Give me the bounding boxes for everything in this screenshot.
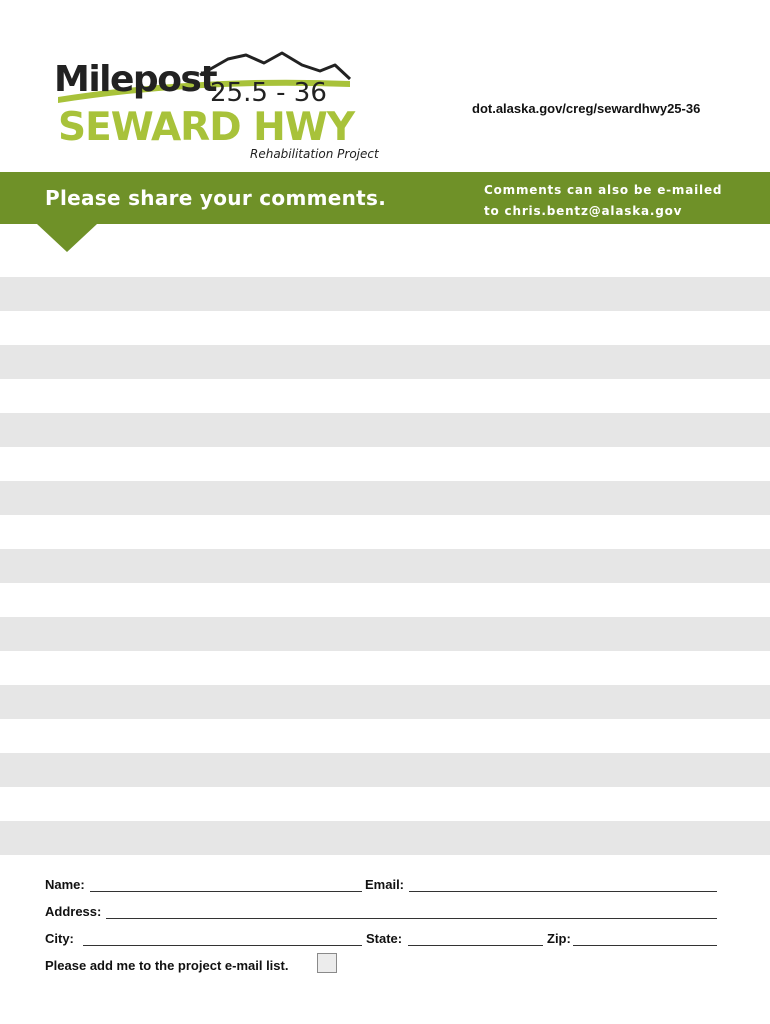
project-url: dot.alaska.gov/creg/sewardhwy25-36 [472,101,701,116]
name-email-row [45,873,725,895]
zip-field[interactable] [573,929,717,946]
banner-pointer-arrow [37,224,97,252]
comment-line-stripe [0,617,770,651]
comment-line-stripe [0,549,770,583]
mailing-list-checkbox[interactable] [317,953,337,973]
comment-line-stripe [0,753,770,787]
banner-title: Please share your comments. [45,186,387,210]
state-label: State: [366,931,403,946]
logo-seward-hwy-text: SEWARD HWY [58,105,355,150]
banner-note-line-1: Comments can also be e-mailed [484,183,723,197]
name-field[interactable] [90,875,362,892]
logo-milepost-numbers: 25.5 - 36 [210,78,327,108]
email-label: Email: [365,877,405,892]
name-label: Name: [45,877,85,892]
comment-writing-area[interactable] [0,277,770,889]
logo-rehabilitation-text: Rehabilitation Project [250,147,379,161]
city-label: City: [45,931,74,946]
city-state-zip-row [45,927,725,949]
mailing-list-row [45,954,725,976]
state-field[interactable] [408,929,543,946]
banner-email-note [484,180,724,222]
mailing-list-label: Please add me to the project e-mail list. [45,958,289,973]
comment-line-stripe [0,345,770,379]
comment-line-stripe [0,277,770,311]
email-field[interactable] [409,875,717,892]
address-field[interactable] [106,902,717,919]
comment-line-stripe [0,413,770,447]
comment-line-stripe [0,821,770,855]
banner-note-line-2: to chris.bentz@alaska.gov [484,204,683,218]
logo-milepost-text: Milepost [54,59,217,100]
comment-line-stripe [0,481,770,515]
address-row [45,900,725,922]
address-label: Address: [45,904,102,919]
zip-label: Zip: [547,931,571,946]
comment-line-stripe [0,685,770,719]
project-logo [50,45,380,165]
city-field[interactable] [83,929,362,946]
mountain-logo-graphic [50,45,380,165]
